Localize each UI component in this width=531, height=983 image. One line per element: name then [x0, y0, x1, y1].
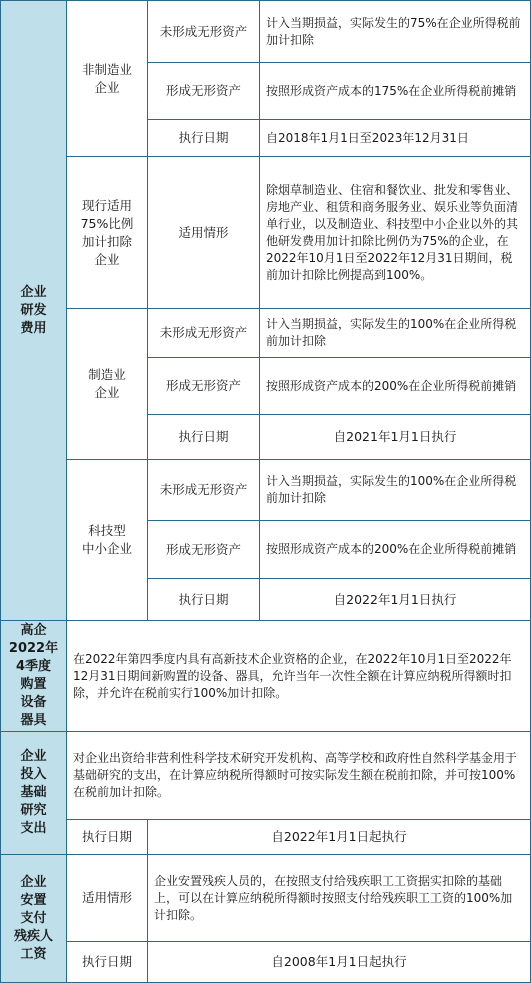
group-current-75: [66, 156, 148, 309]
label-not-formed: [147, 459, 260, 521]
cell-text: 自2018年1月1日至2023年12月31日: [266, 130, 469, 145]
group-label: 制造业 企业: [88, 367, 126, 400]
row-label: 未形成无形资产: [159, 23, 248, 39]
cell-text: 对企业出资给非营利性科学技术研究开发机构、高等学校和政府性自然科学基金用于基础研究的支出，在计算应纳税所得额时可按实际发生额在税前扣除，并可按100%在税前加计扣除。: [73, 751, 518, 799]
label-not-formed: [147, 0, 260, 63]
label-applicable: [66, 854, 148, 942]
group-tech-sme: [66, 459, 148, 621]
label-applicable: [147, 156, 260, 309]
value-mfg-not-formed: [259, 308, 531, 358]
group-label: 现行适用 75%比例 加计扣除 企业: [80, 197, 134, 267]
value-sme-formed: [259, 520, 531, 579]
label-exec-date: [66, 819, 148, 855]
value-disabled-applicable: [147, 854, 531, 942]
cell-text: 按照形成资产成本的175%在企业所得税前摊销: [266, 83, 517, 98]
cell-text: 计入当期损益，实际发生的100%在企业所得税前加计扣除: [266, 474, 517, 505]
row-label: 执行日期: [178, 591, 229, 607]
category-label: 企业 投入 基础 研究 支出: [20, 749, 47, 836]
category-label: 企业 研发 费用: [20, 284, 47, 336]
row-label: 形成无形资产: [165, 378, 241, 393]
category-hitech-equipment: [0, 620, 67, 732]
group-manufacturing: [66, 308, 148, 460]
group-label: 科技型 中小企业: [81, 523, 132, 556]
row-label: 形成无形资产: [165, 541, 241, 557]
category-label: 企业 安置 支付 残疾人 工资: [13, 874, 53, 962]
value-basic-text: [66, 731, 531, 820]
label-exec-date: [147, 119, 260, 157]
label-not-formed: [147, 308, 260, 358]
value-mfg-formed: [259, 357, 531, 415]
value-non-mfg-formed: [259, 62, 531, 120]
cell-text: 按照形成资产成本的200%在企业所得税前摊销: [266, 542, 517, 556]
row-label: 执行日期: [81, 954, 132, 969]
category-disabled-wages: [0, 854, 67, 983]
group-label: 非制造业 企业: [81, 61, 132, 95]
row-label: 执行日期: [81, 829, 132, 844]
value-disabled-date: [147, 941, 531, 983]
row-label: 适用情形: [81, 890, 132, 905]
value-basic-date: [147, 819, 531, 855]
value-mfg-date: [259, 414, 531, 460]
row-label: 未形成无形资产: [159, 482, 248, 497]
cell-text: 除烟草制造业、住宿和餐饮业、批发和零售业、房地产业、租赁和商务服务业、娱乐业等负面清单行业，以及制造业、科技型中小企业以外的其他研发费用加计扣除比例仍为75%的企业，在2022年10月1日至2022年12月31日期间，税前加计扣除比例提高到100%。: [266, 182, 519, 282]
value-non-mfg-date: [259, 119, 531, 157]
cell-text: 自2008年1月1日起执行: [271, 954, 407, 969]
value-hitech-text: [66, 620, 531, 732]
row-label: 未形成无形资产: [159, 325, 248, 340]
label-formed: [147, 357, 260, 415]
row-label: 形成无形资产: [165, 83, 241, 98]
category-rnd-expense: [0, 0, 67, 621]
category-basic-research: [0, 731, 67, 855]
value-non-mfg-not-formed: [259, 0, 531, 63]
cell-text: 自2022年1月1日执行: [333, 591, 457, 607]
row-label: 适用情形: [178, 224, 229, 240]
cell-text: 自2021年1月1日执行: [333, 429, 457, 444]
label-formed: [147, 62, 260, 120]
group-non-manufacturing: [66, 0, 148, 157]
cell-text: 计入当期损益，实际发生的75%在企业所得税前加计扣除: [266, 15, 521, 47]
label-exec-date: [147, 414, 260, 460]
row-label: 执行日期: [178, 130, 229, 145]
label-formed: [147, 520, 260, 579]
cell-text: 自2022年1月1日起执行: [271, 829, 407, 844]
row-label: 执行日期: [178, 429, 229, 444]
cell-text: 按照形成资产成本的200%在企业所得税前摊销: [266, 378, 517, 393]
cell-text: 在2022年第四季度内具有高新技术企业资格的企业，在2022年10月1日至2022年12月31日期间新购置的设备、器具，允许当年一次性全额在计算应纳税所得额时扣除，并允许在税前实行100%加计扣除。: [73, 651, 512, 700]
cell-text: 计入当期损益，实际发生的100%在企业所得税前加计扣除: [266, 317, 517, 348]
category-label: 高企 2022年 4季度 购置 设备 器具: [8, 623, 59, 728]
label-exec-date: [66, 941, 148, 983]
label-exec-date: [147, 578, 260, 621]
value-current-applicable: [259, 156, 531, 309]
cell-text: 企业安置残疾人员的，在按照支付给残疾职工工资据实扣除的基础上，可以在计算应纳税所得额时按照支付给残疾职工工资的100%加计扣除。: [154, 873, 513, 922]
value-sme-not-formed: [259, 459, 531, 521]
value-sme-date: [259, 578, 531, 621]
